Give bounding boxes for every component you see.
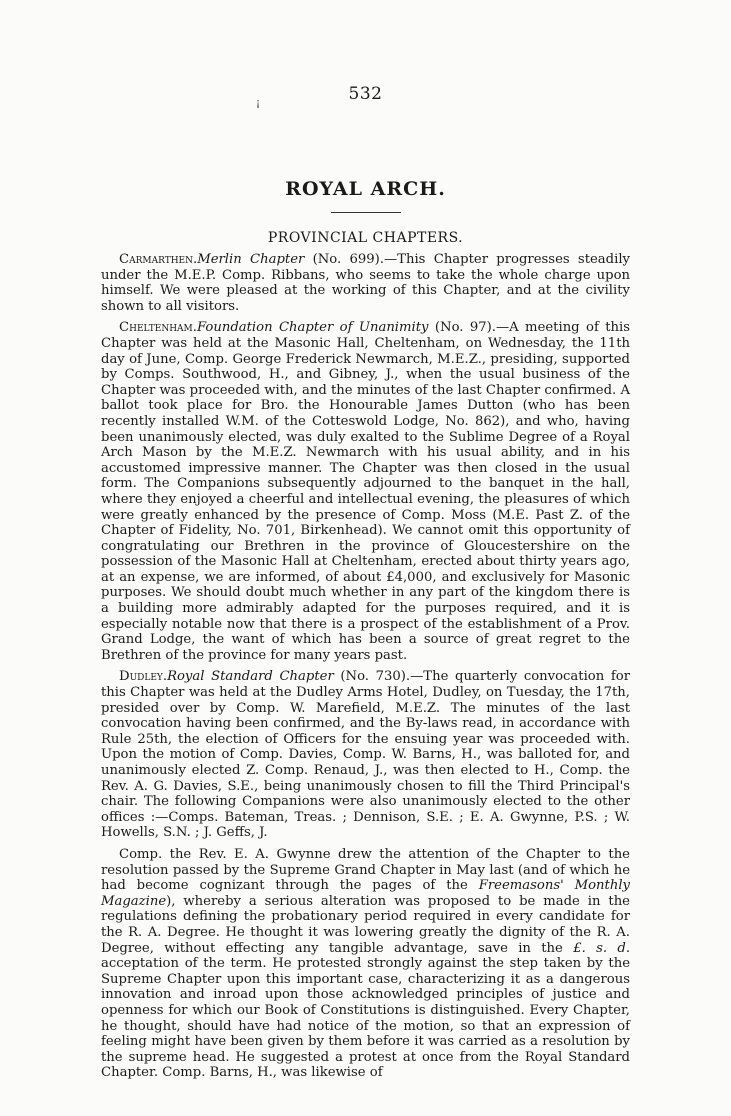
section-title: ROYAL ARCH.	[285, 178, 446, 200]
paragraph-text: (No. 97).—A meeting of this Chapter was held at the Masonic Hall, Cheltenham, on Wednesday, the 11th day of June, Comp. George Frederick Newmarch, M.E.Z., presiding, supported by Comps. Southwood, H., and Gibney, J., when the usual business of the Chapter was proceeded with, and the minutes of the last Chapter confirmed. A ballot took place for Bro. the Honourable James Dutton (who has been recently installed W.M. of the Cotteswold Lodge, No. 862), and who, having been unanimously elected, was duly exalted to the Sublime Degree of a Royal Arch Mason by the M.E.Z. Newmarch with his usual ability, and in his accustomed impressive manner. The Chapter was then closed in the usual form. The Companions subsequently adjourned to the banquet in the hall, where they enjoyed a cheerful and intellectual evening, the pleasures of which were greatly enhanced by the presence of Comp. Moss (M.E. Past Z. of the Chapter of Fidelity, No. 701, Birkenhead). We cannot omit this opportunity of congratulating our Brethren in the province of Gloucestershire on the possession of the Masonic Hall at Cheltenham, erected about thirty years ago, at an expense, we are informed, of about £4,000, and exclusively for Masonic purposes. We should doubt much whether in any part of the kingdom there is a building more admirably adapted for the purposes required, and it is especially notable now that there is a prospect of the establishment of a Prov. Grand Lodge, the want of which has been a source of great regret to the Brethren of the province for many years past.	[101, 320, 630, 663]
paragraph-text: (No. 699).—This Chapter progresses steadily under the M.E.P. Comp. Ribbans, who seems to take the whole charge upon himself. We were pleased at the working of this Chapter, and at the civility shown to all visitors.	[101, 252, 630, 314]
page-number: 532	[348, 84, 383, 104]
paragraph-cheltenham	[101, 320, 630, 663]
chapter-name: Merlin Chapter	[197, 252, 305, 267]
chapter-name: Foundation Chapter of Unanimity	[196, 320, 429, 336]
stray-mark: ¡	[256, 98, 261, 109]
place-name: Cheltenham.	[119, 320, 197, 336]
paragraph-dudley	[101, 669, 630, 841]
paragraph-text: ), whereby a serious alteration was proposed to be made in the regulations defining the probationary period required in every candidate for the R. A. Degree. He thought it was lowering greatly the dignity of the R. A. Degree, without effecting any tangible advantage, save in the	[101, 893, 630, 956]
paragraph-carmarthen	[101, 252, 630, 314]
magazine-title: Freemasons' Monthly Magazine	[101, 878, 630, 909]
article-body	[101, 252, 630, 1087]
chapter-name: Royal Standard Chapter	[167, 669, 334, 685]
title-rule	[331, 212, 401, 213]
paragraph-text: Comp. the Rev. E. A. Gwynne drew the attention of the Chapter to the resolution passed by the Supreme Grand Chapter in May last (and of which he had become cognizant through the pages of the	[101, 846, 630, 894]
place-name: Dudley.	[119, 669, 168, 685]
paragraph-continuation	[101, 847, 630, 1081]
currency-term: £. s. d.	[573, 940, 631, 956]
paragraph-text: acceptation of the term. He protested strongly against the step taken by the Supreme Chapter upon this important case, characterizing it as a dangerous innovation and inroad upon those acknowledged principles of justice and openness for which our Book of Constitutions is distinguished. Every Chapter, he thought, should have had notice of the motion, so that an expression of feeling might have been given by them before it was carried as a resolution by the supreme head. He suggested a protest at once from the Royal Standard Chapter. Comp. Barns, H., was likewise of	[101, 956, 630, 1081]
section-subtitle: PROVINCIAL CHAPTERS.	[267, 230, 464, 246]
paragraph-text: (No. 730).—The quarterly convocation for this Chapter was held at the Dudley Arms Hotel, Dudley, on Tuesday, the 17th, presided over by Comp. W. Marefield, M.E.Z. The minutes of the last convocation having been confirmed, and the By-laws read, in accordance with Rule 25th, the election of Officers for the ensuing year was proceeded with. Upon the motion of Comp. Davies, Comp. W. Barns, H., was balloted for, and unanimously elected Z. Comp. Renaud, J., was then elected to H., Comp. the Rev. A. G. Davies, S.E., being unanimously chosen to fill the Third Principal's chair. The following Companions were also unanimously elected to the other offices :—Comps. Bateman, Treas. ; Dennison, S.E. ; E. A. Gwynne, P.S. ; W. Howells, S.N. ; J. Geffs, J.	[101, 669, 630, 841]
place-name: Carmarthen.	[119, 252, 198, 267]
